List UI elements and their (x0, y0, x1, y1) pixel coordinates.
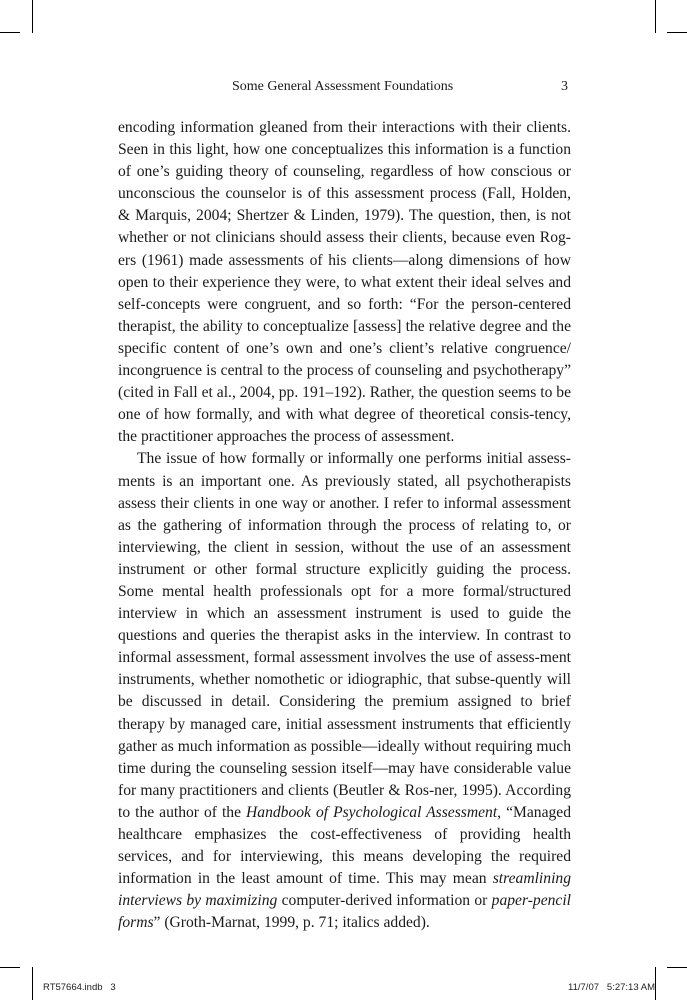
italic-phrase-streamlining: streamlining interviews by maximizing (118, 870, 571, 910)
running-head (118, 79, 570, 99)
paragraph-2-text-d: ” (Groth-Marnat, 1999, p. 71; italics added). (153, 914, 430, 932)
crop-mark-top-right-vertical (655, 0, 656, 33)
crop-mark-top-left-vertical (32, 0, 33, 33)
book-title-italic: Handbook of Psychological Assessment, (246, 803, 502, 821)
body-text (118, 117, 571, 934)
italic-phrase-paper-pencil: paper-pencil forms (118, 892, 572, 932)
paragraph-2-text-a: The issue of how formally or informally one performs initial assess-ments is an important one. As previously stated, all psychotherapists assess their clients in one way or another. I refer to informal assessment as the gathering of information through the process of relating to, or interviewing, the client in session, without the use of an assessment instrument or other formal structure explicitly guiding the process. Some mental health professionals opt for a more formal/structured interview in which an assessment instrument is used to guide the questions and queries the therapist asks in the interview. In contrast to informal assessment, formal assessment involves the use of assess-ment instruments, whether nomothetic or idiographic, that subse-quently will be discussed in detail. Considering the premium assigned to brief therapy by managed care, initial assessment instruments that efficiently gather as much information as possible—ideally without requiring much time during the counseling session itself—may have considerable value for many practitioners and clients (Beutler & Ros-ner, 1995). According to the author of the (118, 450, 571, 821)
page-number: 3 (561, 79, 568, 94)
crop-mark-bottom-left-vertical (32, 967, 33, 1000)
crop-mark-bottom-right-vertical (655, 967, 656, 1000)
crop-mark-top-right-horizontal (667, 32, 687, 33)
paragraph-1-text: encoding information gleaned from their interactions with their clients. Seen in this light, how one conceptualizes this information is a function of one’s guiding theory of counseling, regardless of how conscious or unconscious the counselor is of this assessment process (Fall, Holden, & Marquis, 2004; Shertzer & Linden, 1979). The question, then, is not whether or not clinicians should assess their clients, because even Rog-ers (1961) made assessments of his clients—along dimensions of how open to their experience they were, to what extent their ideal selves and self-concepts were congruent, and so forth: “For the person-centered therapist, the ability to conceptualize [assess] the relative degree and the specific content of one’s own and one’s client’s relative congruence/ incongruence is central to the process of counseling and psychotherapy” (cited in Fall et al., 2004, pp. 191–192). Rather, the question seems to be one of how formally, and with what degree of theoretical consis-tency, the practitioner approaches the process of assessment. (118, 119, 571, 446)
crop-mark-top-left-horizontal (0, 32, 20, 33)
crop-mark-bottom-right-horizontal (667, 967, 687, 968)
running-head-title: Some General Assessment Foundations (232, 79, 454, 94)
paragraph-1 (118, 117, 571, 448)
file-slug: RT57664.indb 3 (43, 982, 116, 993)
crop-mark-bottom-left-horizontal (0, 967, 20, 968)
paragraph-2-text-b: “Managed healthcare emphasizes the cost-effectiveness of providing health services, and for interviewing, this means developing the required information in the least amount of time. This may mean (118, 803, 572, 888)
print-timestamp: 11/7/07 5:27:13 AM (568, 982, 655, 993)
paragraph-2-text-c: computer-derived information or (277, 892, 492, 910)
paragraph-2 (118, 448, 571, 934)
